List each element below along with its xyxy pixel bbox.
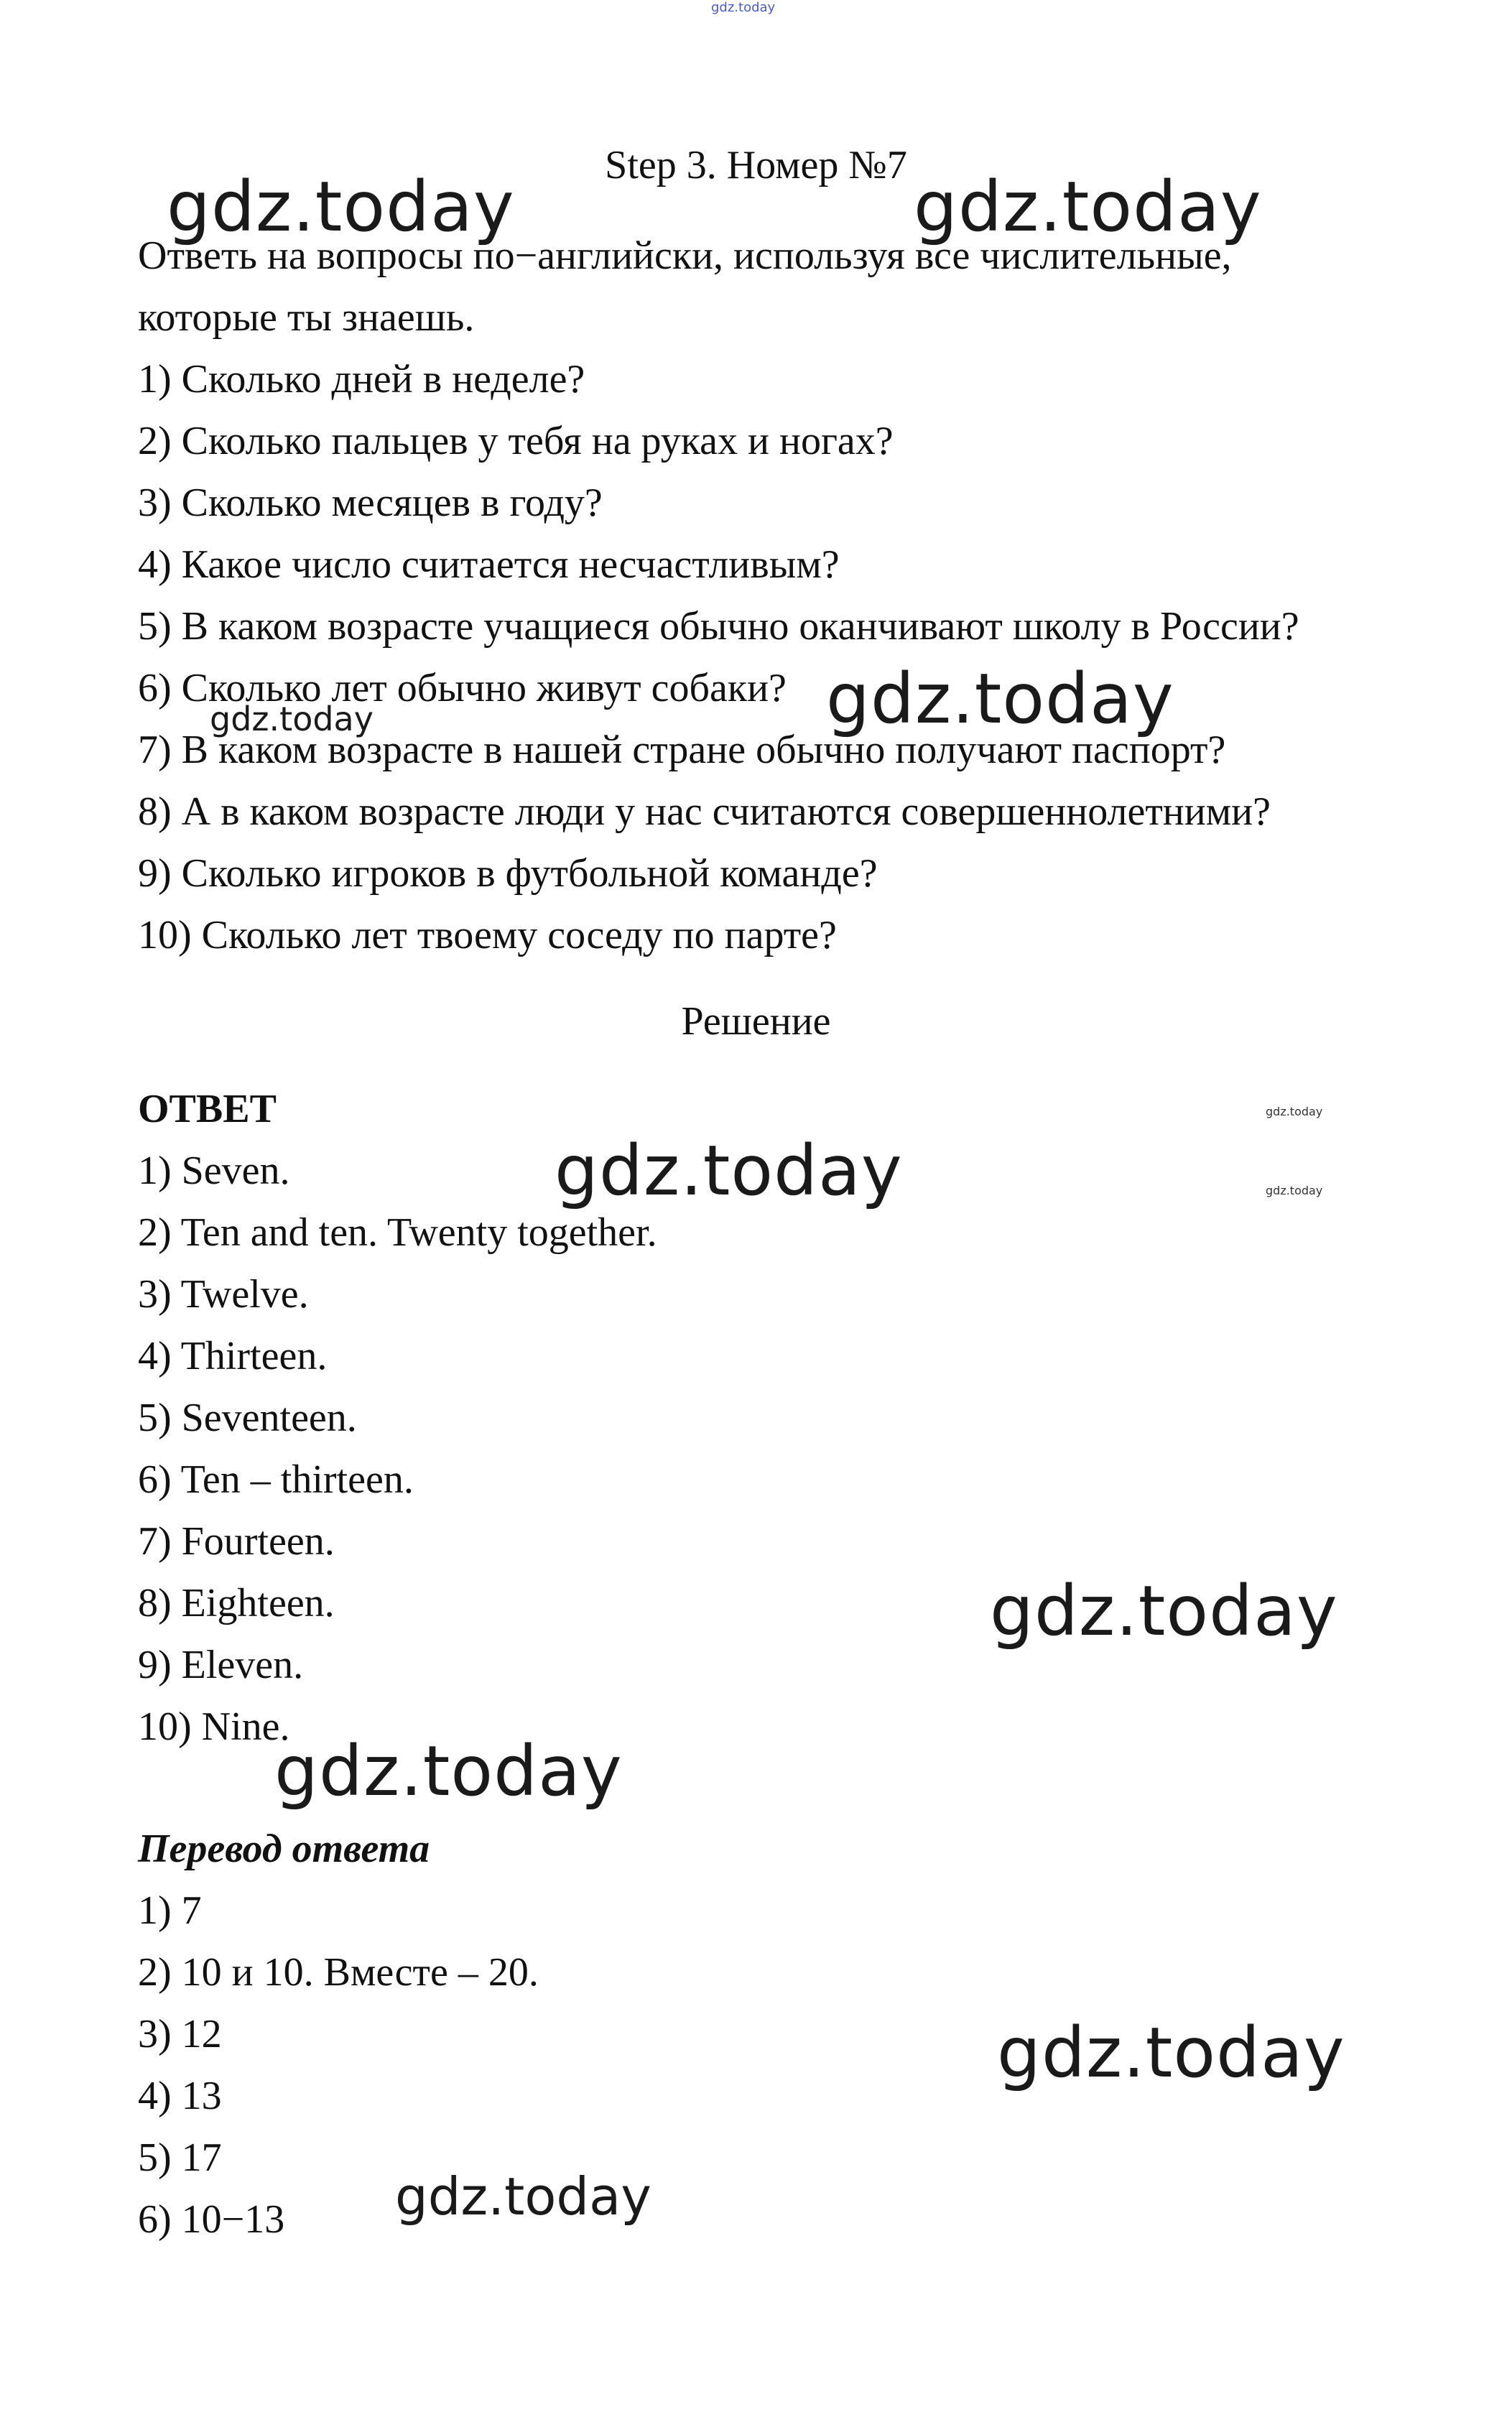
task-intro: Ответь на вопросы по−английски, используя все числительные, [138, 233, 1232, 278]
answer-item: 7) Fourteen. [138, 1519, 335, 1564]
solution-heading: Решение [681, 999, 831, 1044]
answer-item: 5) Seventeen. [138, 1396, 357, 1440]
answer-item: 9) Eleven. [138, 1643, 304, 1687]
watermark-small: gdz.today [1266, 1184, 1323, 1197]
question-item: 10) Сколько лет твоему соседу по парте? [138, 913, 837, 957]
watermark: gdz.today [395, 2166, 651, 2227]
watermark: gdz.today [990, 1571, 1338, 1651]
question-item: 3) Сколько месяцев в году? [138, 481, 603, 525]
task-intro: которые ты знаешь. [138, 295, 475, 340]
watermark-top: gdz.today [711, 0, 776, 15]
answer-item: 3) Twelve. [138, 1272, 309, 1317]
answer-item: 10) Nine. [138, 1704, 290, 1749]
translation-item: 2) 10 и 10. Вместе – 20. [138, 1950, 539, 1995]
answer-item: 6) Ten – thirteen. [138, 1457, 414, 1502]
watermark: gdz.today [997, 2013, 1345, 2093]
answer-item: 2) Ten and ten. Twenty together. [138, 1210, 657, 1255]
question-item: 9) Сколько игроков в футбольной команде? [138, 851, 878, 896]
translation-item: 6) 10−13 [138, 2197, 285, 2242]
watermark: gdz.today [210, 700, 374, 738]
page-title: Step 3. Номер №7 [605, 143, 907, 187]
watermark-small: gdz.today [1266, 1105, 1323, 1118]
translation-item: 1) 7 [138, 1888, 202, 1933]
question-item: 4) Какое число считается несчастливым? [138, 542, 840, 587]
question-item: 7) В каком возрасте в нашей стране обычно получают паспорт? [138, 728, 1226, 772]
watermark: gdz.today [555, 1131, 903, 1211]
translation-heading: Перевод ответа [138, 1827, 430, 1871]
translation-item: 3) 12 [138, 2012, 222, 2056]
translation-item: 4) 13 [138, 2074, 222, 2118]
answer-item: 8) Eighteen. [138, 1581, 335, 1625]
watermark: gdz.today [914, 167, 1262, 247]
watermark: gdz.today [826, 659, 1174, 739]
question-item: 6) Сколько лет обычно живут собаки? [138, 666, 787, 710]
question-item: 8) А в каком возрасте люди у нас считаются совершеннолетними? [138, 789, 1271, 834]
answer-item: 1) Seven. [138, 1149, 290, 1193]
question-item: 2) Сколько пальцев у тебя на руках и ногах? [138, 419, 894, 463]
translation-item: 5) 17 [138, 2135, 222, 2180]
question-item: 5) В каком возрасте учащиеся обычно оканчивают школу в России? [138, 604, 1299, 649]
answer-heading: ОТВЕТ [138, 1087, 277, 1131]
answer-item: 4) Thirteen. [138, 1334, 328, 1378]
watermark: gdz.today [274, 1731, 623, 1811]
watermark: gdz.today [167, 167, 515, 247]
question-item: 1) Сколько дней в неделе? [138, 357, 585, 402]
